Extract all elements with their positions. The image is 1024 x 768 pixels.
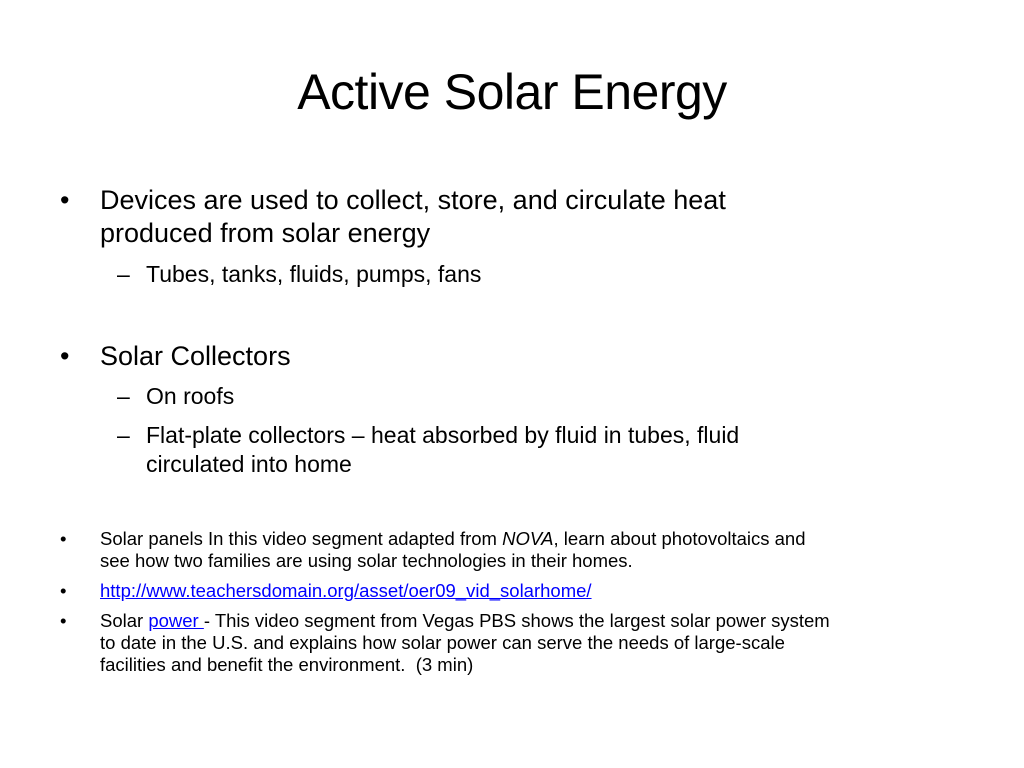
small3-line1 bbox=[100, 610, 830, 632]
slide-title: Active Solar Energy bbox=[297, 64, 727, 120]
dash-icon: – bbox=[117, 422, 130, 448]
bullet-icon: • bbox=[60, 185, 70, 215]
teachersdomain-link[interactable]: http://www.teachersdomain.org/asset/oer09_vid_solarhome/ bbox=[100, 580, 592, 601]
small3-line2: to date in the U.S. and explains how solar power can serve the needs of large-scale bbox=[100, 632, 785, 653]
dash-icon: – bbox=[117, 261, 130, 287]
bullet-icon: • bbox=[60, 528, 67, 549]
small1-line2: see how two families are using solar technologies in their homes. bbox=[100, 550, 633, 571]
bullet1-line2: produced from solar energy bbox=[100, 218, 431, 248]
small1-italic: NOVA bbox=[502, 528, 554, 549]
bullet-icon: • bbox=[60, 610, 67, 631]
bullet2-sub2-line1: Flat-plate collectors – heat absorbed by fluid in tubes, fluid bbox=[146, 422, 740, 448]
dash-icon: – bbox=[117, 383, 130, 409]
bullet2-sub2-line2: circulated into home bbox=[146, 451, 352, 477]
bullet-icon: • bbox=[60, 580, 67, 601]
small1-part2: , learn about photovoltaics and bbox=[553, 528, 806, 549]
small3-part1: Solar bbox=[100, 610, 149, 631]
bullet-icon: • bbox=[60, 341, 70, 371]
small1-line1 bbox=[100, 528, 806, 550]
small1-part1: Solar panels In this video segment adapted from bbox=[100, 528, 503, 549]
bullet1-line1: Devices are used to collect, store, and circulate heat bbox=[100, 185, 726, 215]
power-link[interactable]: power bbox=[148, 610, 204, 631]
bullet1-sub1: Tubes, tanks, fluids, pumps, fans bbox=[146, 261, 482, 287]
small3-part2: - This video segment from Vegas PBS shows the largest solar power system bbox=[203, 610, 830, 631]
bullet2-text: Solar Collectors bbox=[100, 341, 291, 371]
small3-line3: facilities and benefit the environment. (3 min) bbox=[100, 654, 474, 675]
bullet2-sub1: On roofs bbox=[146, 383, 235, 409]
